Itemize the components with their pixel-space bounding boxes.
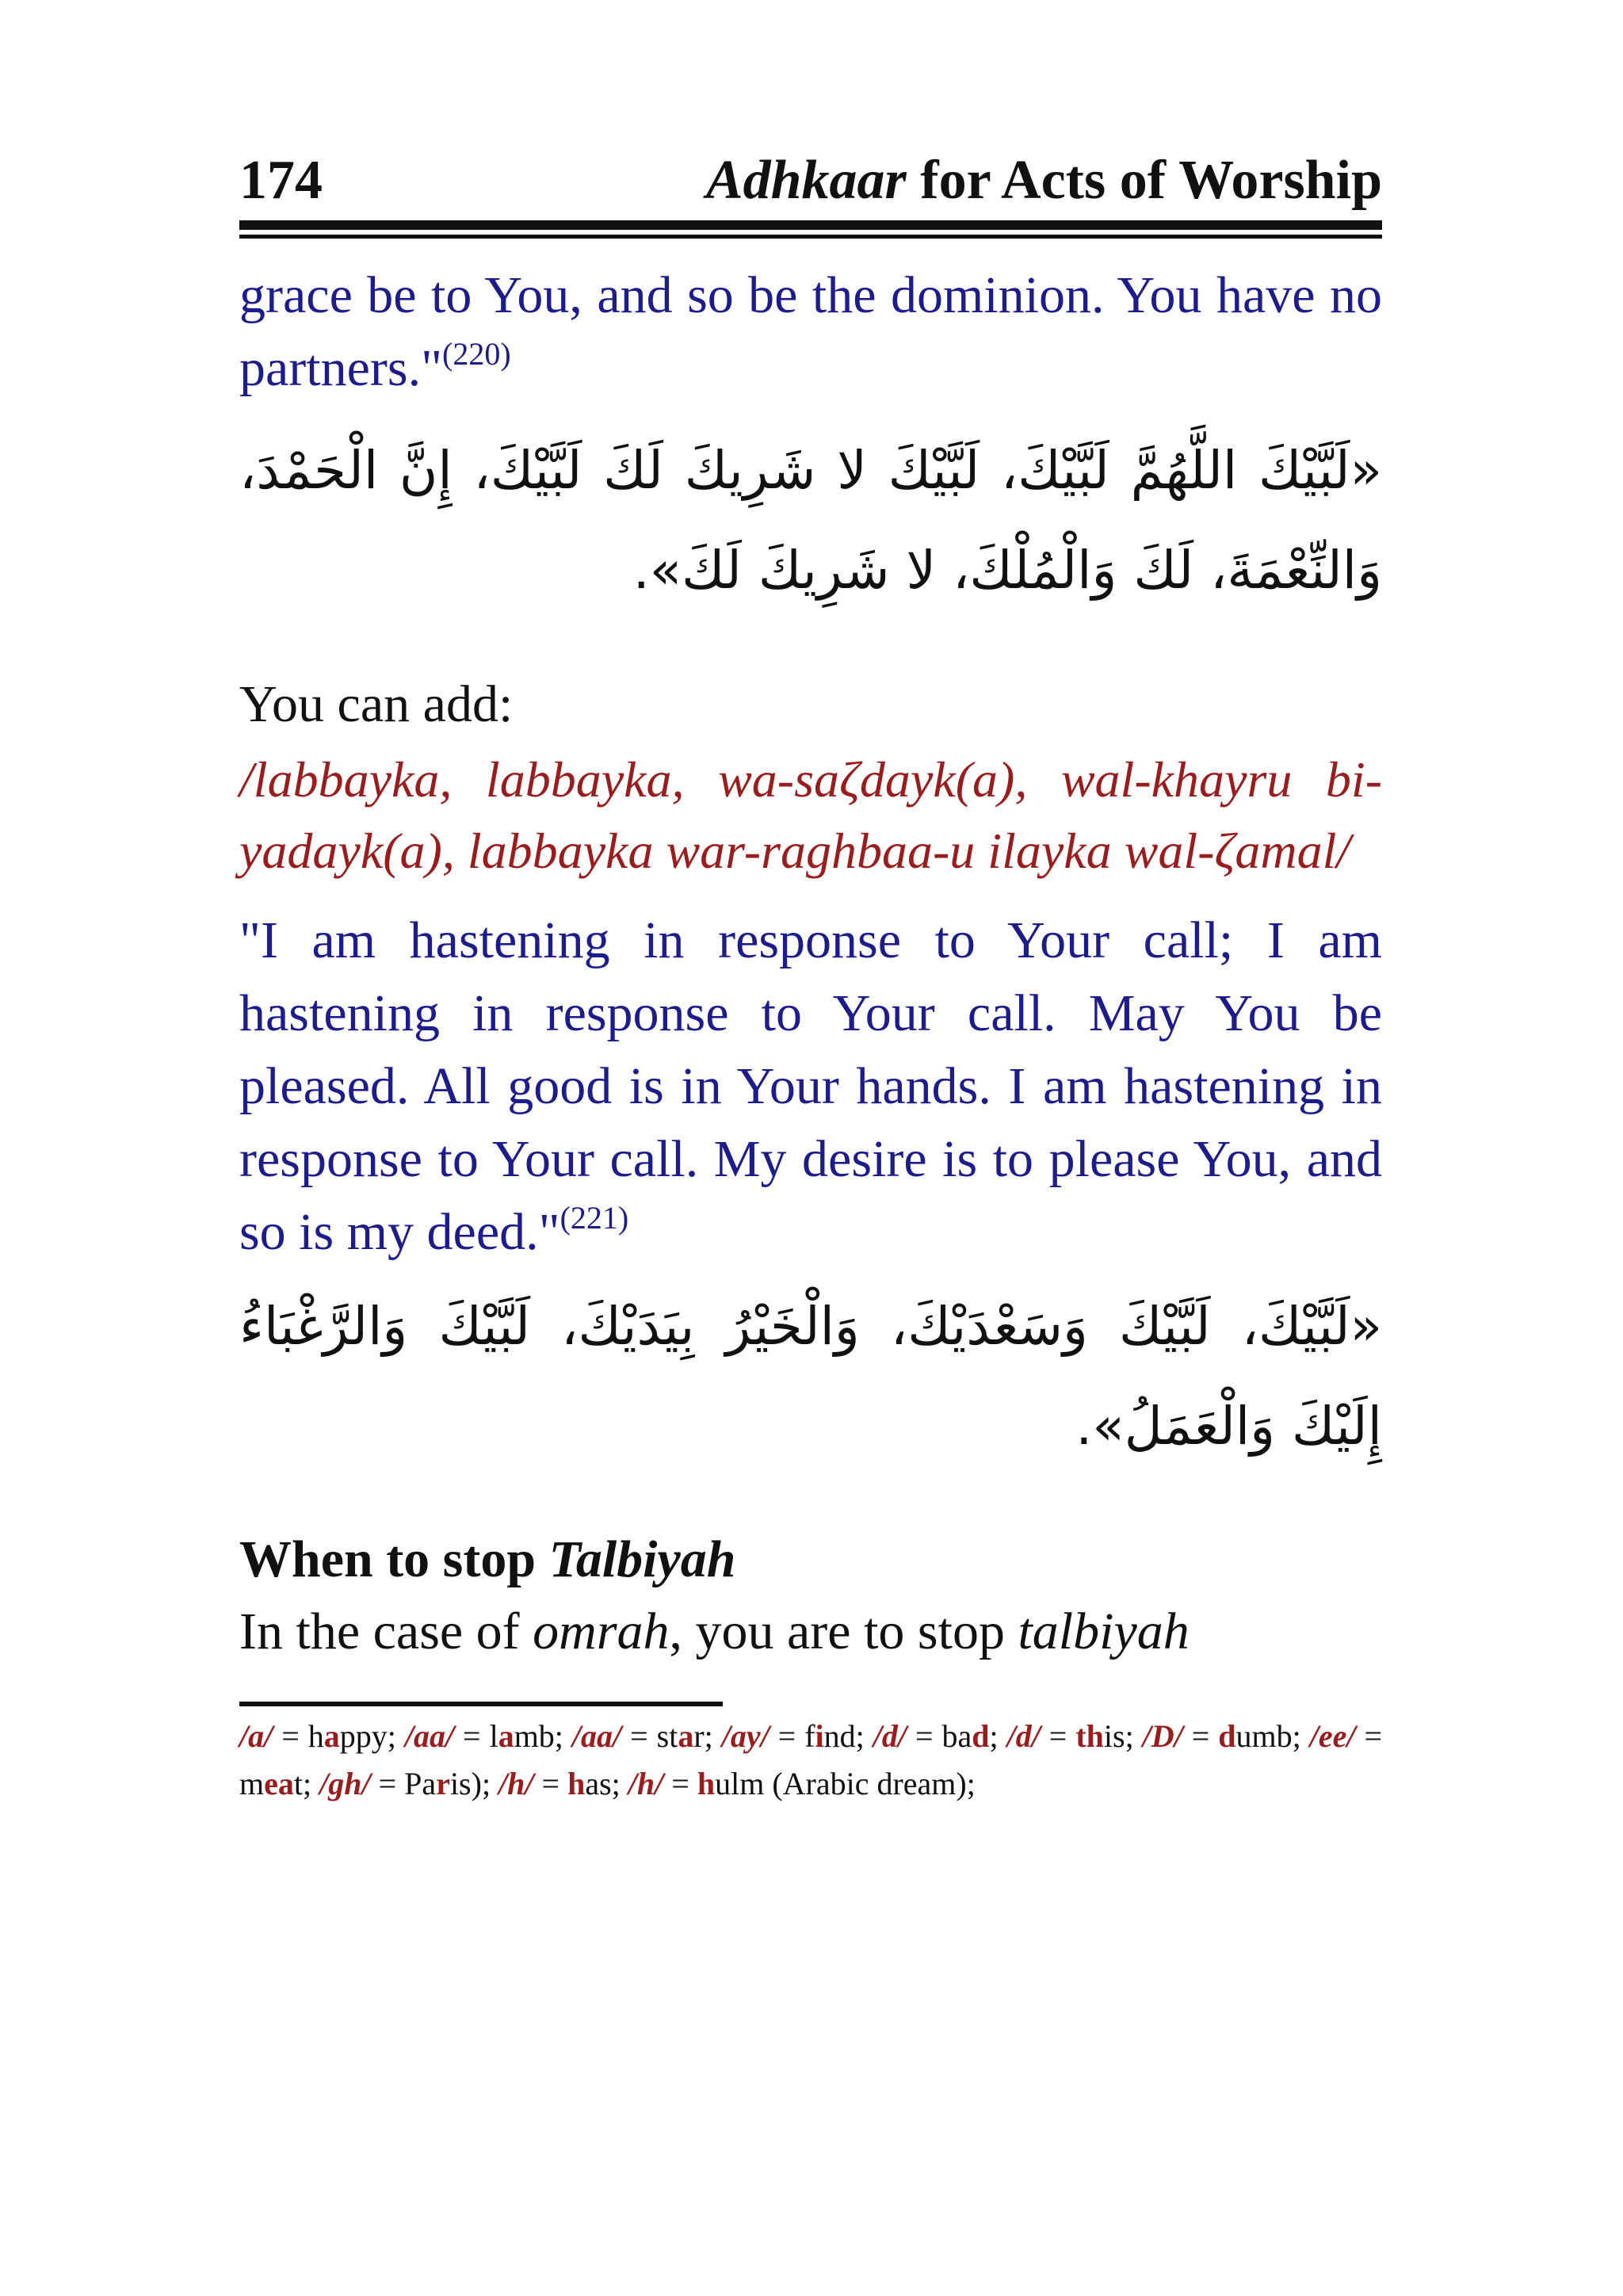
arabic-text-220: «لَبَّيْكَ اللَّهُمَّ لَبَّيْكَ، لَبَّيْكَ لا شَرِيكَ لَكَ لَبَّيْكَ، إِنَّ الْحَمْدَ، وَالنِّعْمَةَ، لَكَ وَالْمُلْكَ، لا شَرِيكَ لَكَ». [239,440,1382,601]
section-paragraph-part-2: , you are to stop [669,1603,1018,1660]
footnote-entry: /ee/ = meat; [239,1718,1383,1801]
footnote-entry: /gh/ = Paris); [319,1766,491,1801]
running-title-italic: Adhkaar [705,150,907,211]
book-page [239,147,1382,1808]
section-paragraph-omrah: omrah [533,1603,670,1660]
footnote-entry: /a/ = happy; [239,1718,396,1754]
transliteration: /labbayka, labbayka, wa-saζdayk(a), wal-khayru bi-yadayk(a), labbayka war-raghbaa-u ilayka wal-ζamal/ [239,751,1382,879]
running-title [706,147,1382,214]
footnote-entry: /h/ = hulm (Arabic dream); [628,1766,976,1801]
header-rule-thick [239,220,1382,230]
footnote-entry: /aa/ = lamb; [404,1718,563,1754]
page-number: 174 [239,150,323,211]
footnote-entry: /ay/ = find; [721,1718,865,1754]
translation-221-text: "I am hastening in response to Your call; I am hastening in response to Your call. May You be pleased. All good is in Your hands. I am hastening in response to Your call. My desire is to please You, and so is my deed." [239,911,1382,1261]
running-header [239,147,1382,214]
header-rule-thin [239,235,1382,239]
you-can-add-label: You can add: [239,675,514,733]
translation-220-text: grace be to You, and so be the dominion. You have no partners." [239,266,1382,397]
arabic-text-221: «لَبَّيْكَ، لَبَّيْكَ وَسَعْدَيْكَ، وَالْخَيْرُ بِيَدَيْكَ، لَبَّيْكَ وَالرَّغْبَاءُ إِلَيْكَ وَالْعَمَلُ». [239,1296,1382,1457]
footnote-entry: /d/ = bad; [873,1718,999,1754]
translation-221 [239,904,1382,1269]
translation-220 [239,259,1382,405]
reference-220: (220) [442,336,511,372]
section-heading [239,1524,1382,1595]
pronunciation-footnote [239,1713,1382,1808]
reference-221: (221) [559,1200,629,1236]
section-paragraph [239,1595,1382,1668]
running-title-rest: for Acts of Worship [906,150,1382,211]
footnote-entry: /D/ = dumb; [1142,1718,1301,1754]
section-paragraph-part-1: In the case of [239,1603,533,1660]
section-heading-plain: When to stop [239,1530,549,1588]
section-paragraph-talbiyah: talbiyah [1018,1603,1190,1660]
footnote-rule [239,1702,723,1706]
section-heading-italic: Talbiyah [548,1530,736,1588]
footnote-entry: /aa/ = star; [571,1718,713,1754]
footnote-entry: /h/ = has; [498,1766,621,1801]
footnote-entry: /d/ = this; [1006,1718,1134,1754]
